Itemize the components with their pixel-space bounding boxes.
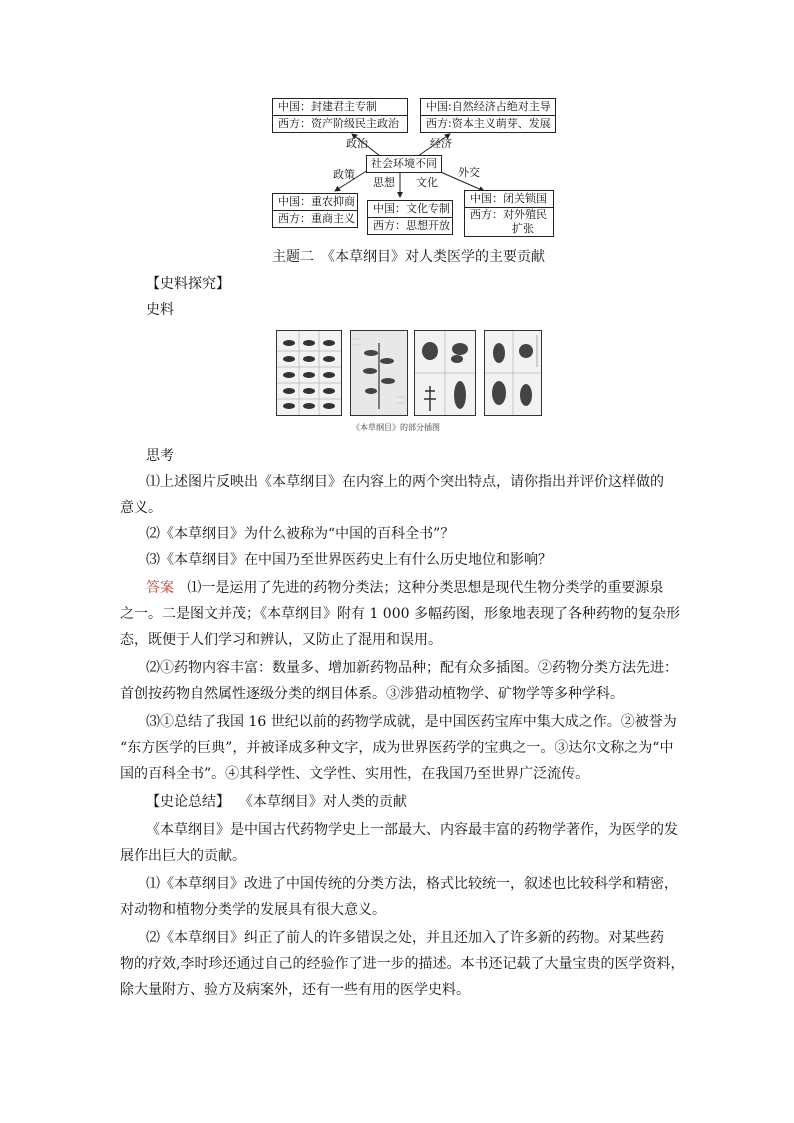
economy-box [420, 98, 556, 133]
social-environment-diagram [0, 0, 794, 250]
illustration-plate-birds [276, 330, 342, 416]
summary-p1-line2: 对动物和植物分类学的发展具有很大意义。 [120, 902, 386, 918]
policy-west: 西方：重商主义 [273, 210, 357, 227]
economy-west: 西方:资本主义萌芽、发展 [421, 115, 555, 132]
summary-heading [146, 792, 407, 812]
politics-west: 西方：资产阶级民主政治 [273, 115, 407, 132]
answer-1-text: ⑴一是运用了先进的药物分类法；这种分类思想是现代生物分类学的重要源泉 [187, 580, 664, 596]
center-box: 社会环境不同 [366, 155, 442, 173]
summary-p2-line3: 除大量附方、验方及病案外，还有一些有用的医学史料。 [120, 982, 470, 998]
summary-p2-line2: 物的疗效,李时珍还通过自己的经验作了进一步的描述。本书还记载了大量宝贵的医学资料， [120, 956, 685, 972]
policy-china: 中国：重农抑商 [278, 195, 355, 208]
answer-1-line1 [146, 578, 663, 598]
summary-title: 《本草纲目》对人类的贡献 [238, 794, 407, 810]
section-explore: 【史料探究】 [146, 276, 230, 292]
politics-box [272, 98, 408, 133]
roots-illustration [485, 331, 541, 415]
diplomacy-west-line1: 西方：对外殖民 [470, 208, 547, 221]
answer-3-line2: “东方医学的巨典”，并被译成多种文字，成为世界医药学的宝典之一。③达尔文称之为“中 [120, 740, 674, 756]
label-economy: 经济 [430, 137, 452, 150]
summary-p0-line1: 《本草纲目》是中国古代药物学史上一部最大、内容最丰富的药物学著作，为医学的发 [146, 822, 678, 838]
politics-china: 中国：封建君主专制 [278, 100, 377, 113]
herb-illustration [351, 331, 407, 415]
question-3: ⑶《本草纲目》在中国乃至世界医药史上有什么历史地位和影响？ [146, 552, 552, 568]
illustration-plate-plants [414, 330, 476, 416]
answer-label: 答案 [146, 580, 174, 596]
diplomacy-china: 中国：闭关锁国 [470, 192, 547, 205]
question-1-line2: 意义。 [120, 500, 162, 516]
thought-west: 西方：思想开放 [368, 217, 452, 234]
thought-box [367, 200, 453, 235]
diplomacy-box [464, 190, 554, 237]
think-label: 思考 [146, 448, 174, 464]
label-thought: 思想 [373, 176, 395, 189]
illustration-plate-herb [350, 330, 408, 416]
answer-1-line3: 态，既便于人们学习和辨认，又防止了混用和误用。 [120, 632, 442, 648]
answer-3-line1: ⑶①总结了我国 16 世纪以前的药物学成就，是中国医药宝库中集大成之作。②被誉为 [146, 714, 677, 730]
illustration-plate-roots [484, 330, 542, 416]
summary-p1-line1: ⑴《本草纲目》改进了中国传统的分类方法，格式比较统一，叙述也比较科学和精密， [146, 876, 678, 892]
summary-p0-line2: 展作出巨大的贡献。 [120, 848, 246, 864]
birds-illustration [277, 331, 341, 415]
answer-1-line2: 之一。二是图文并茂；《本草纲目》附有 1 000 多幅药图，形象地表现了各种药物的复杂形 [120, 606, 680, 622]
thought-china: 中国：文化专制 [373, 202, 450, 215]
summary-p2-line1: ⑵《本草纲目》纠正了前人的许多错误之处，并且还加入了许多新的药物。对某些药 [146, 930, 664, 946]
economy-china: 中国:自然经济占绝对主导 [426, 100, 551, 113]
answer-2-line2: 首创按药物自然属性逐级分类的纲目体系。③涉猎动植物学、矿物学等多种学科。 [120, 686, 624, 702]
policy-box [272, 193, 358, 228]
answer-2-line1: ⑵①药物内容丰富：数量多、增加新药物品种；配有众多插图。②药物分类方法先进： [146, 660, 678, 676]
diplomacy-west [465, 207, 553, 236]
source-label: 史料 [146, 302, 174, 318]
diplomacy-west-line2: 扩张 [512, 222, 534, 235]
question-1-line1: ⑴上述图片反映出《本草纲目》在内容上的两个突出特点，请你指出并评价这样做的 [146, 474, 664, 490]
label-diplomacy: 外交 [458, 166, 480, 179]
topic-title: 主题二 《本草纲目》对人类医学的主要贡献 [272, 249, 545, 265]
label-policy: 政策 [333, 168, 355, 181]
figure-caption: 《本草纲目》的部分插图 [352, 423, 440, 432]
label-politics: 政治 [346, 137, 368, 150]
question-2: ⑵《本草纲目》为什么被称为“中国的百科全书”？ [146, 526, 455, 542]
summary-label: 【史论总结】 [146, 794, 230, 810]
answer-3-line3: 国的百科全书”。④其科学性、文学性、实用性，在我国乃至世界广泛流传。 [120, 766, 590, 782]
plants-illustration [415, 331, 475, 415]
label-culture: 文化 [416, 176, 438, 189]
